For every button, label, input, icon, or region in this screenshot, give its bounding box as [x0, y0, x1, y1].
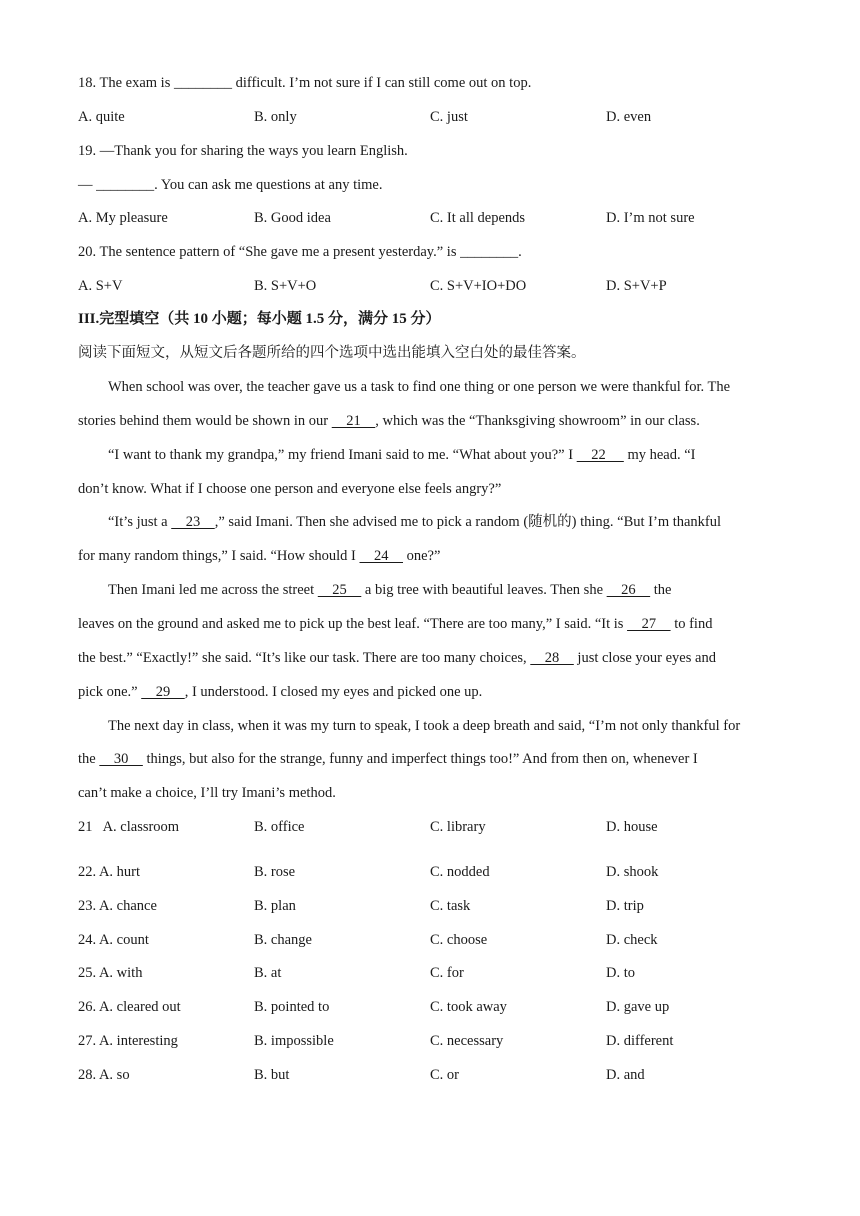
section-instruction: 阅读下面短文，从短文后各题所给的四个选项中选出能填入空白处的最佳答案。	[78, 345, 586, 361]
passage-line	[78, 682, 482, 702]
cloze-27-option-d: D. different	[606, 1033, 674, 1049]
text: the best.” “Exactly!” she said. “It’s like our task. There are too many choices,	[78, 650, 531, 666]
cloze-27-option-c: C. necessary	[430, 1033, 504, 1049]
question-19-reply: — ________. You can ask me questions at any time.	[78, 177, 383, 193]
question-18-stem: 18. The exam is ________ difficult. I’m not sure if I can still come out on top.	[78, 75, 532, 91]
passage-line	[78, 614, 712, 634]
q19-option-c: C. It all depends	[430, 210, 526, 226]
text: pick one.”	[78, 684, 142, 700]
cloze-22-option-b: B. rose	[254, 864, 296, 880]
question-20-stem: 20. The sentence pattern of “She gave me a present yesterday.” is ________.	[78, 244, 522, 260]
cloze-24-option-c: C. choose	[430, 932, 488, 948]
passage-line	[108, 580, 671, 600]
text: leaves on the ground and asked me to pick up the best leaf. “There are too many,” I said. “It is	[78, 616, 628, 632]
q20-option-d: D. S+V+P	[606, 278, 667, 294]
cloze-21-option-c: C. library	[430, 819, 486, 835]
cloze-25-option-d: D. to	[606, 965, 635, 981]
q20-option-c: C. S+V+IO+DO	[430, 278, 527, 294]
cloze-22-option-d: D. shook	[606, 864, 659, 880]
text: the	[78, 751, 100, 767]
passage-line: The next day in class, when it was my turn to speak, I took a deep breath and said, “I’m not only thankful for	[108, 718, 741, 734]
passage-line: can’t make a choice, I’ll try Imani’s method.	[78, 785, 336, 801]
cloze-26-option-c: C. took away	[430, 999, 507, 1015]
q19-option-a: A. My pleasure	[78, 210, 168, 226]
q19-option-d: D. I’m not sure	[606, 210, 695, 226]
blank-26: 26	[606, 582, 651, 598]
cloze-26-option-d: D. gave up	[606, 999, 670, 1015]
section-heading: III.完型填空（共 10 小题；每小题 1.5 分，满分 15 分）	[78, 311, 441, 327]
cloze-24-option-d: D. check	[606, 932, 658, 948]
cloze-25-option-a: 25. A. with	[78, 965, 143, 981]
text: , I understood. I closed my eyes and picked one up.	[184, 684, 483, 700]
q19-option-b: B. Good idea	[254, 210, 331, 226]
cloze-28-option-b: B. but	[254, 1067, 290, 1083]
blank-28: 28	[530, 650, 574, 666]
q20-option-b: B. S+V+O	[254, 278, 317, 294]
text: , which was the “Thanksgiving showroom” in our class.	[375, 413, 700, 429]
cloze-27-option-b: B. impossible	[254, 1033, 334, 1049]
text: “It’s just a	[108, 514, 172, 530]
text: for many random things,” I said. “How should I	[78, 548, 360, 564]
cloze-21-option-d: D. house	[606, 819, 658, 835]
text: just close your eyes and	[573, 650, 716, 666]
text: one?”	[403, 548, 441, 564]
passage-line	[78, 749, 698, 769]
blank-25: 25	[317, 582, 362, 598]
passage-line	[78, 546, 440, 566]
cloze-23-option-d: D. trip	[606, 898, 644, 914]
text: the	[650, 582, 672, 598]
cloze-21-option-a: 21 A. classroom	[78, 819, 180, 835]
question-19-stem: 19. —Thank you for sharing the ways you learn English.	[78, 143, 408, 159]
passage-line	[78, 648, 716, 668]
cloze-23-option-c: C. task	[430, 898, 471, 914]
cloze-22-option-a: 22. A. hurt	[78, 864, 141, 880]
cloze-28-option-c: C. or	[430, 1067, 459, 1083]
blank-30: 30	[99, 751, 143, 767]
q18-option-c: C. just	[430, 109, 468, 125]
blank-27: 27	[627, 616, 671, 632]
cloze-26-option-b: B. pointed to	[254, 999, 330, 1015]
q18-option-a: A. quite	[78, 109, 125, 125]
text: stories behind them would be shown in our	[78, 413, 332, 429]
blank-21: 21	[331, 413, 376, 429]
blank-23: 23	[171, 514, 215, 530]
cloze-25-option-b: B. at	[254, 965, 282, 981]
cloze-28-option-d: D. and	[606, 1067, 645, 1083]
passage-line	[108, 512, 721, 532]
blank-22: 22	[576, 447, 624, 463]
text: things, but also for the strange, funny and imperfect things too!” And from then on, whenever I	[142, 751, 698, 767]
cloze-21-option-b: B. office	[254, 819, 305, 835]
cloze-27-option-a: 27. A. interesting	[78, 1033, 178, 1049]
text: my head. “I	[623, 447, 696, 463]
cloze-26-option-a: 26. A. cleared out	[78, 999, 181, 1015]
passage-line	[108, 445, 695, 465]
passage-line: When school was over, the teacher gave us a task to find one thing or one person we were thankful for. The	[108, 379, 731, 395]
cloze-22-option-c: C. nodded	[430, 864, 490, 880]
text: ,” said Imani. Then she advised me to pick a random (随机的) thing. “But I’m thankful	[214, 514, 722, 530]
cloze-28-option-a: 28. A. so	[78, 1067, 130, 1083]
cloze-24-option-b: B. change	[254, 932, 312, 948]
blank-29: 29	[141, 684, 185, 700]
passage-line: don’t know. What if I choose one person and everyone else feels angry?”	[78, 481, 502, 497]
blank-24: 24	[359, 548, 403, 564]
q20-option-a: A. S+V	[78, 278, 123, 294]
text: to find	[670, 616, 713, 632]
q18-option-d: D. even	[606, 109, 652, 125]
text: a big tree with beautiful leaves. Then she	[361, 582, 607, 598]
cloze-23-option-b: B. plan	[254, 898, 296, 914]
text: “I want to thank my grandpa,” my friend Imani said to me. “What about you?” I	[108, 447, 577, 463]
cloze-23-option-a: 23. A. chance	[78, 898, 157, 914]
cloze-24-option-a: 24. A. count	[78, 932, 149, 948]
text: Then Imani led me across the street	[108, 582, 318, 598]
passage-line	[78, 411, 700, 431]
cloze-25-option-c: C. for	[430, 965, 464, 981]
q18-option-b: B. only	[254, 109, 297, 125]
